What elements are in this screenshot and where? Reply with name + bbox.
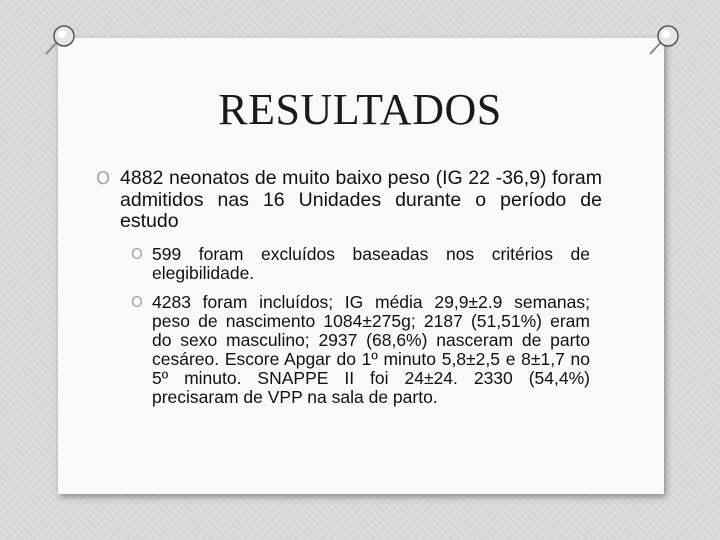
pushpin-icon <box>40 24 78 58</box>
pushpin-icon <box>644 24 682 58</box>
subbullet-marker: O <box>131 245 143 263</box>
subbullet-item <box>131 244 590 283</box>
subbullet-text: 4283 foram incluídos; IG média 29,9±2.9 semanas; peso de nascimento 1084±275g; 2187 (51,51%) eram do sexo masculino; 2937 (68,6%) nasceram de parto cesáreo. Escore Apgar do 1º minuto 5,8±2,5 e 8±1,7 no 5º minuto. SNAPPE II foi 24±24. 2330 (54,4%) precisaram de VPP na sala de parto. <box>152 292 590 407</box>
bullet-marker: O <box>96 168 111 189</box>
subbullet-text: 599 foram excluídos baseadas nos critérios de elegibilidade. <box>152 244 590 283</box>
bullet-text: 4882 neonatos de muito baixo peso (IG 22 -36,9) foram admitidos nas 16 Unidades durante o período de estudo <box>120 167 602 232</box>
subbullet-item <box>131 292 590 407</box>
subbullet-marker: O <box>131 293 143 311</box>
bullet-item <box>96 167 602 233</box>
slide-title: RESULTADOS <box>218 85 502 134</box>
